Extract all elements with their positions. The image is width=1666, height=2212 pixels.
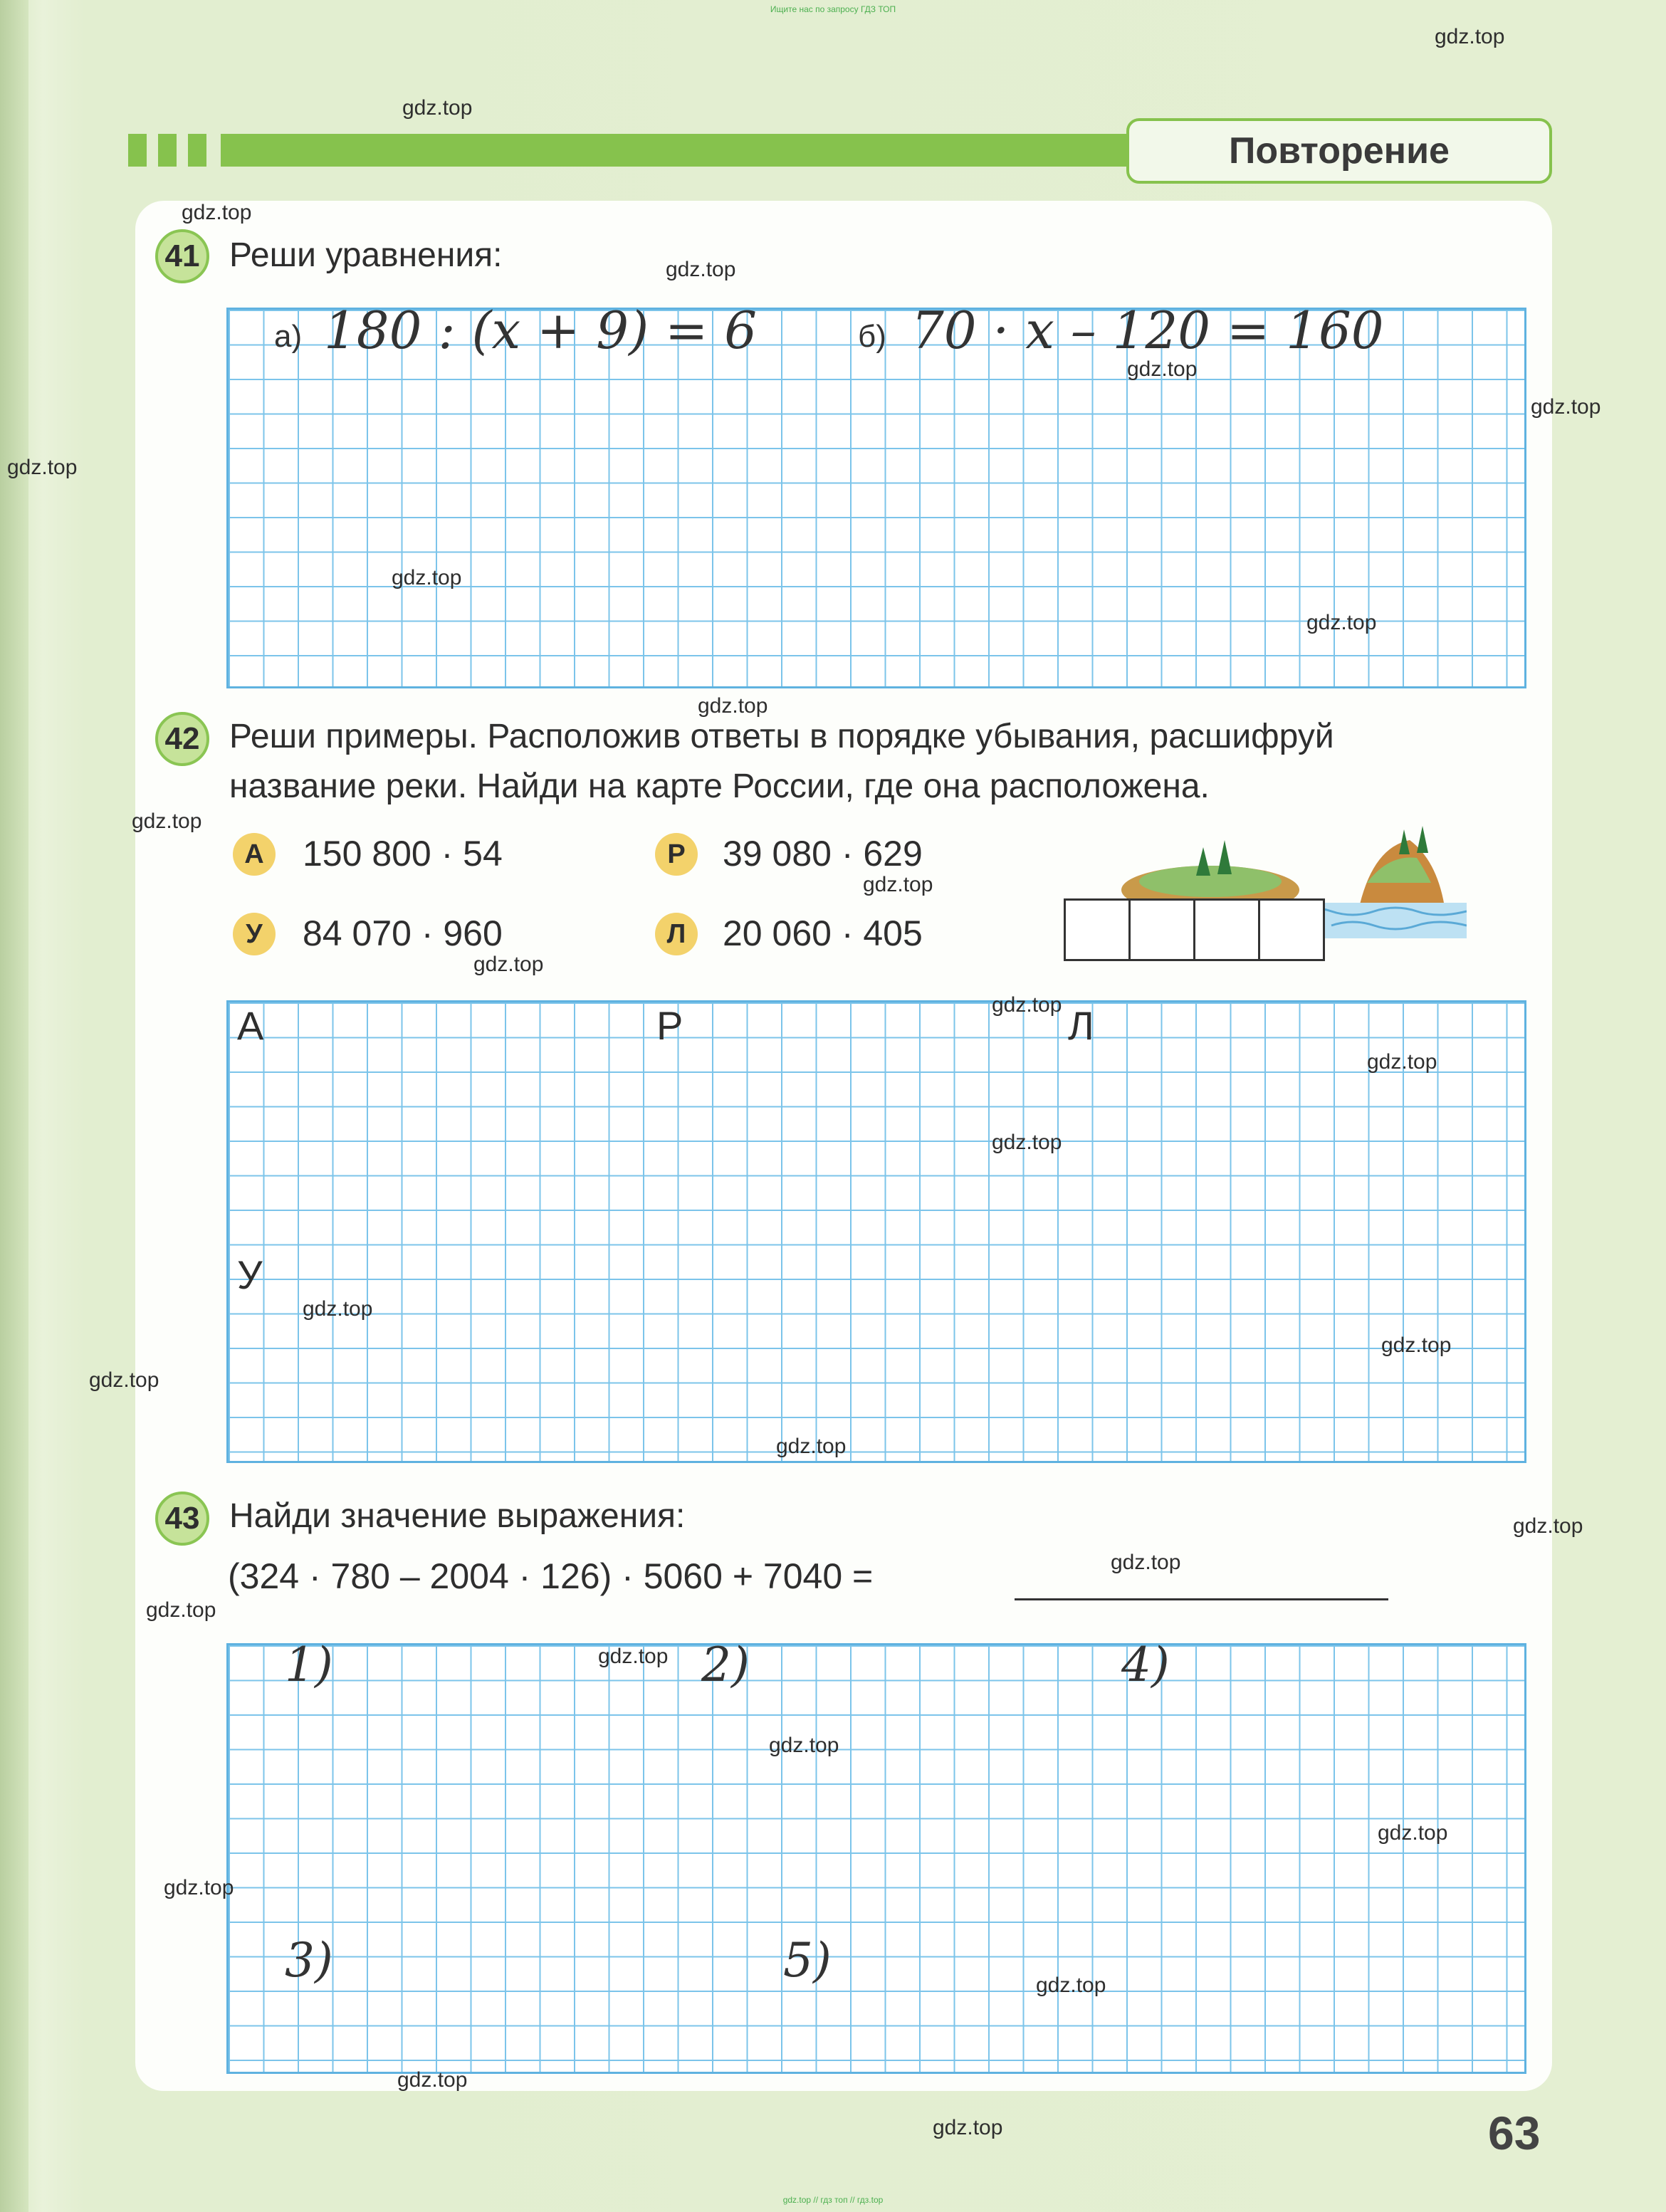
example-l: 20 060 · 405 (723, 913, 923, 953)
equation-a: 180 : (x + 9) = 6 (324, 300, 758, 360)
task-42-number: 42 (155, 712, 209, 766)
watermark: gdz.top (164, 1876, 234, 1899)
task-42-text-line2: название реки. Найди на карте России, где она расположена. (229, 767, 1210, 805)
task-41-number: 41 (155, 229, 209, 283)
watermark: gdz.top (1111, 1551, 1181, 1574)
equation-b-label: б) (858, 319, 886, 354)
watermark: gdz.top (392, 566, 462, 589)
watermark: gdz.top (1306, 611, 1377, 634)
example-letter-l: Л (655, 913, 698, 955)
answer-line[interactable] (1015, 1598, 1388, 1600)
watermark: gdz.top (132, 809, 202, 833)
step-4: 4) (1121, 1637, 1170, 1692)
step-2: 2) (701, 1637, 750, 1692)
equation-a-label: а) (274, 319, 303, 354)
answer-box[interactable] (1258, 898, 1325, 961)
watermark: gdz.top (933, 2116, 1003, 2139)
step-5: 5) (783, 1933, 832, 1988)
watermark: gdz.top (402, 96, 473, 120)
watermark: gdz.top (1036, 1973, 1106, 1997)
watermark: gdz.top (863, 873, 933, 896)
page-number: 63 (1488, 2107, 1541, 2159)
answer-boxes (1066, 898, 1325, 961)
watermark: gdz.top (1381, 1333, 1452, 1357)
watermark: gdz.top (146, 1598, 216, 1622)
example-letter-a: А (233, 833, 276, 876)
answer-box[interactable] (1064, 898, 1131, 961)
task-43-grid[interactable] (226, 1643, 1526, 2074)
grid-label-l: Л (1068, 1003, 1094, 1048)
watermark: gdz.top (769, 1734, 839, 1757)
watermark: gdz.top (698, 694, 768, 718)
watermark: gdz.top (397, 2068, 468, 2092)
watermark: gdz.top (1435, 25, 1505, 48)
task-41-text: Реши уравнения: (229, 236, 503, 274)
task-42-grid[interactable] (226, 1000, 1526, 1463)
watermark: gdz.top (1127, 357, 1198, 381)
watermark: gdz.top (473, 953, 544, 976)
watermark: gdz.top (7, 456, 78, 479)
bottom-note: gdz.top // гдз топ // гдз.top (782, 2195, 884, 2205)
task-43-expression: (324 · 780 – 2004 · 126) · 5060 + 7040 = (228, 1556, 874, 1596)
example-letter-r: Р (655, 833, 698, 876)
answer-box[interactable] (1128, 898, 1195, 961)
equation-b: 70 · x – 120 = 160 (911, 300, 1384, 360)
watermark: gdz.top (598, 1645, 669, 1668)
task-42-text-line1: Реши примеры. Расположив ответы в порядке убывания, расшифруй (229, 718, 1334, 755)
grid-label-r: Р (656, 1003, 683, 1048)
watermark: gdz.top (776, 1435, 847, 1458)
step-3: 3) (285, 1933, 333, 1988)
watermark: gdz.top (89, 1368, 159, 1392)
step-1: 1) (285, 1637, 333, 1692)
watermark: gdz.top (182, 201, 252, 224)
grid-label-u: У (237, 1252, 263, 1297)
example-r: 39 080 · 629 (723, 834, 923, 874)
watermark: gdz.top (1531, 395, 1601, 419)
watermark: gdz.top (992, 993, 1062, 1017)
watermark: gdz.top (1367, 1050, 1437, 1074)
watermark: gdz.top (1513, 1514, 1583, 1538)
watermark: gdz.top (992, 1131, 1062, 1154)
example-u: 84 070 · 960 (303, 913, 503, 953)
grid-label-a: А (237, 1003, 264, 1048)
task-43-number: 43 (155, 1492, 209, 1546)
answer-box[interactable] (1193, 898, 1260, 961)
header-bar (128, 134, 147, 167)
watermark: gdz.top (666, 258, 736, 281)
header-line (221, 134, 1139, 167)
example-a: 150 800 · 54 (303, 834, 503, 874)
top-note: Ищите нас по запросу ГДЗ ТОП (770, 4, 896, 14)
book-spine (0, 0, 28, 2212)
header-bar (158, 134, 177, 167)
task-43-text: Найди значение выражения: (229, 1497, 686, 1535)
header-bar (188, 134, 206, 167)
watermark: gdz.top (1378, 1821, 1448, 1845)
section-title: Повторение (1126, 118, 1552, 184)
example-letter-u: У (233, 913, 276, 955)
watermark: gdz.top (303, 1297, 373, 1321)
